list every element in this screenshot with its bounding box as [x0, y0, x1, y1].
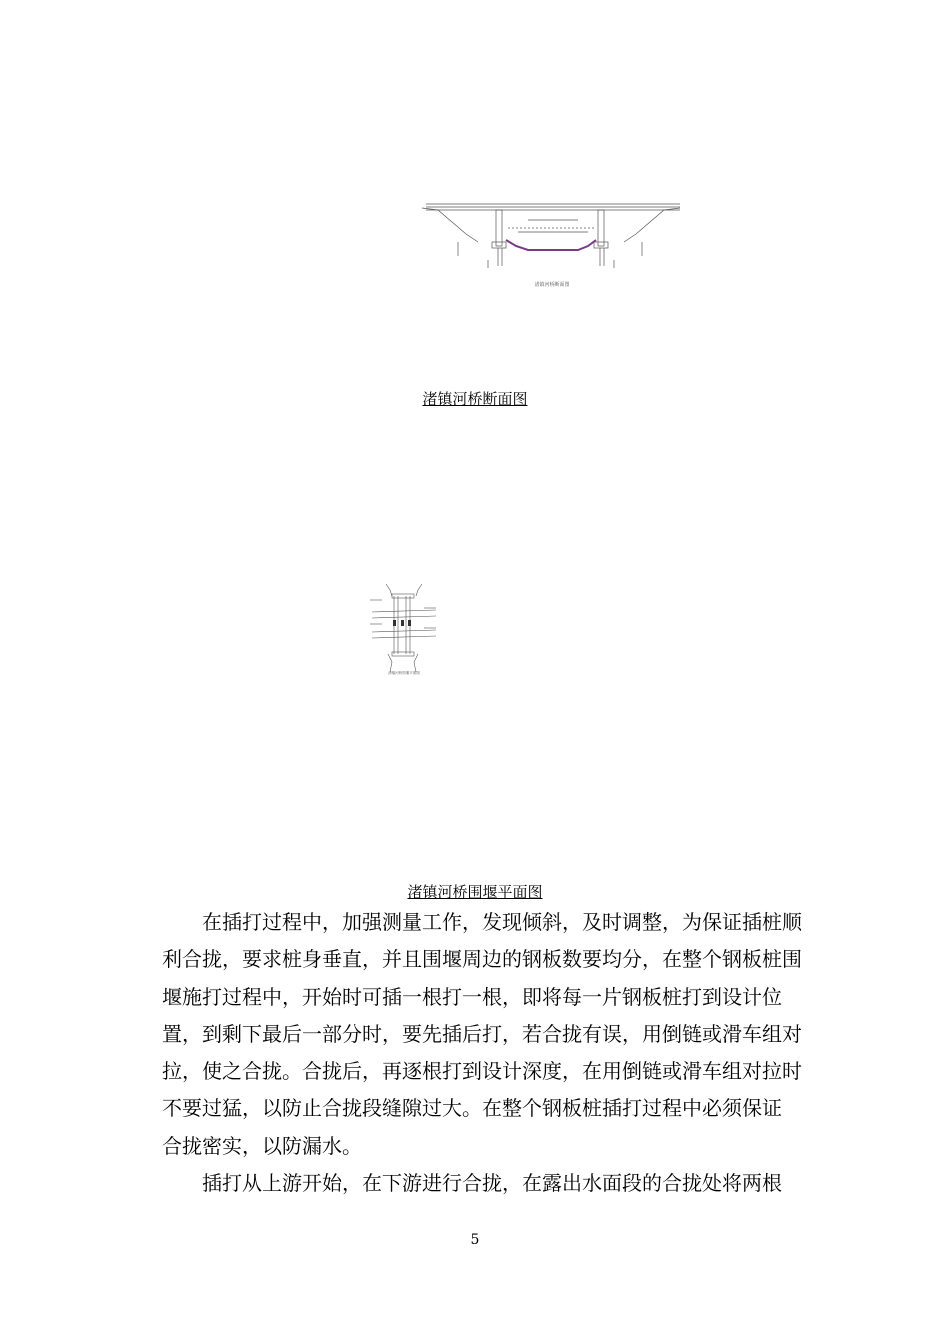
- bridge-cross-section-drawing: [418, 190, 686, 292]
- paragraph-1-line: 合拢密实，以防漏水。: [162, 1133, 362, 1158]
- figure2-caption: 渚镇河桥围堰平面图: [407, 883, 543, 901]
- bridge-cross-section-figure: [418, 190, 686, 292]
- paragraph-1-line: 堰施打过程中，开始时可插一根打一根，即将每一片钢板桩打到设计位: [162, 984, 782, 1009]
- paragraph-1-line: 拉，使之合拢。合拢后，再逐根打到设计深度，在用倒链或滑车组对拉时: [162, 1059, 802, 1084]
- paragraph-2: [162, 1165, 852, 1202]
- body-text: [162, 904, 852, 1202]
- figure2-inner-caption: 渚镇河桥围堰平面图: [388, 671, 420, 675]
- paragraph-1-line: 利合拢，要求桩身垂直，并且围堰周边的钢板数要均分，在整个钢板桩围: [162, 947, 802, 972]
- cofferdam-plan-figure: [368, 582, 440, 678]
- page-number: 5: [470, 1232, 480, 1248]
- paragraph-1-line: 不要过猛，以防止合拢段缝隙过大。在整个钢板桩插打过程中必须保证: [162, 1096, 782, 1121]
- paragraph-2-line: 插打从上游开始，在下游进行合拢，在露出水面段的合拢处将两根: [202, 1171, 782, 1196]
- paragraph-1-line: 在插打过程中，加强测量工作，发现倾斜，及时调整，为保证插桩顺: [202, 910, 802, 934]
- paragraph-1: [162, 904, 852, 1165]
- figure1-caption: 渚镇河桥断面图: [422, 390, 528, 408]
- cofferdam-plan-drawing: [368, 582, 440, 678]
- figure1-inner-caption: 渚镇河桥断面图: [534, 282, 570, 288]
- paragraph-1-line: 置，到剩下最后一部分时，要先插后打，若合拢有误，用倒链或滑车组对: [162, 1021, 802, 1046]
